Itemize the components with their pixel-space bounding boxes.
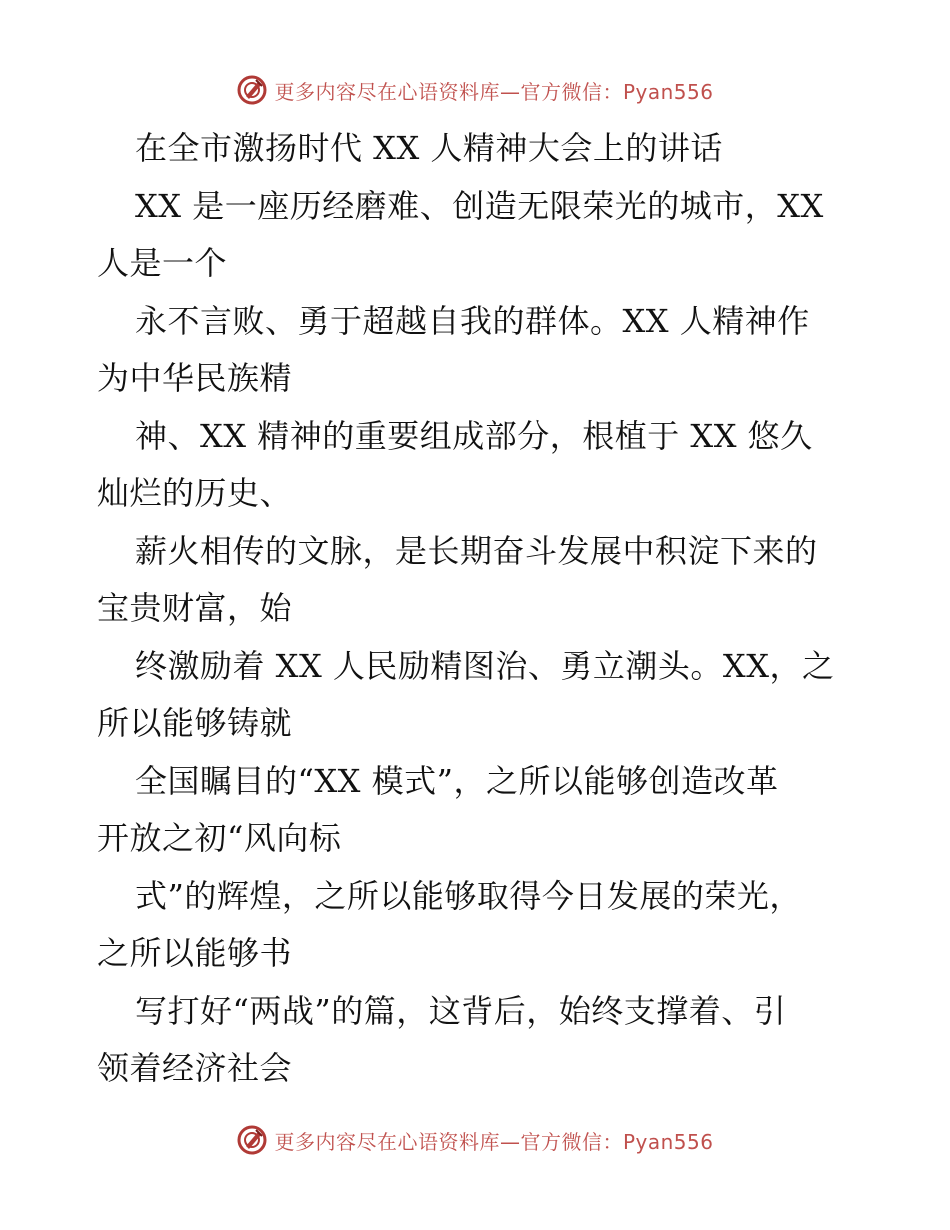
document-title: 在全市激扬时代 XX 人精神大会上的讲话 <box>135 129 723 167</box>
paragraph-line: 人是一个 <box>97 244 228 282</box>
paragraph-line: 之所以能够书 <box>97 934 293 972</box>
paragraph-line: 式”的辉煌，之所以能够取得今日发展的荣光， <box>135 876 802 915</box>
paragraph-line: 灿烂的历史、 <box>97 474 293 512</box>
paragraph-line: 永不言败、勇于超越自我的群体。XX 人精神作 <box>135 301 810 340</box>
footer-banner <box>0 1120 950 1160</box>
footer-banner-text: 更多内容尽在心语资料库—官方微信：Pyan556 <box>274 1129 714 1154</box>
paragraph-line: 神、XX 精神的重要组成部分，根植于 XX 悠久 <box>135 416 813 455</box>
header-banner-text: 更多内容尽在心语资料库—官方微信：Pyan556 <box>274 79 714 104</box>
paragraph-line: 终激励着 XX 人民励精图治、勇立潮头。XX，之 <box>135 646 835 685</box>
paragraph-line: 宝贵财富，始 <box>97 589 293 627</box>
header-banner <box>0 70 950 110</box>
paragraph-line: 领着经济社会 <box>97 1049 293 1087</box>
paragraph-line: XX 是一座历经磨难、创造无限荣光的城市，XX <box>135 186 824 225</box>
brand-logo-icon <box>236 74 268 106</box>
footer-banner-inner <box>236 1124 713 1156</box>
document-body <box>97 120 857 1098</box>
header-banner-inner <box>236 74 713 106</box>
paragraph-line: 薪火相传的文脉，是长期奋斗发展中积淀下来的 <box>135 531 818 570</box>
paragraph-line: 为中华民族精 <box>97 359 293 397</box>
paragraph-line: 全国瞩目的“XX 模式”，之所以能够创造改革 <box>135 761 779 800</box>
paragraph-line: 所以能够铸就 <box>97 704 293 742</box>
paragraph-line: 开放之初“风向标 <box>97 819 342 857</box>
paragraph-line: 写打好“两战”的篇，这背后，始终支撑着、引 <box>135 991 787 1030</box>
brand-logo-icon <box>236 1124 268 1156</box>
